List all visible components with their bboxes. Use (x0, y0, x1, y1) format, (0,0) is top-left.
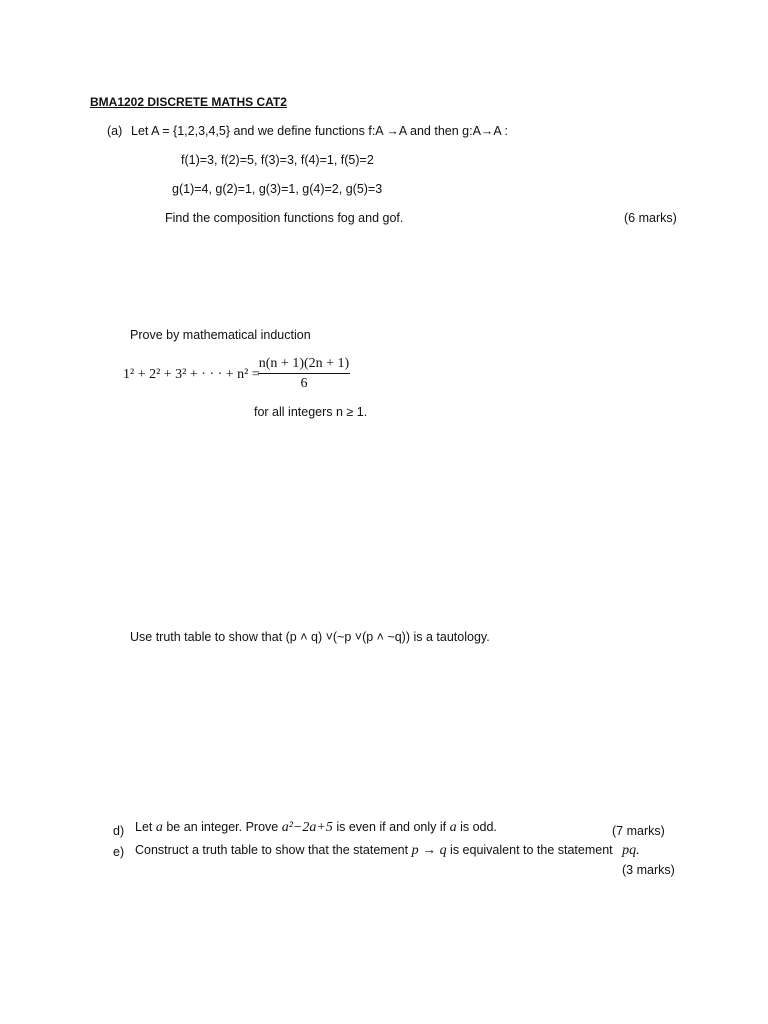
question-d-var-a: a (155, 820, 163, 835)
question-d-text-4: is odd. (460, 820, 497, 834)
induction-numerator: n(n + 1)(2n + 1) (258, 356, 350, 374)
question-e-text-2: is equivalent to the statement (450, 843, 613, 857)
question-e-label: e) (113, 845, 125, 859)
question-e-text-1: Construct a truth table to show that the statement (135, 843, 409, 857)
question-e-expression-1: p → q (411, 843, 447, 858)
question-e-marks: (3 marks) (622, 863, 675, 877)
question-d-line (135, 820, 497, 836)
question-a-label: (a) (107, 124, 123, 138)
question-c-text: Use truth table to show that (p ˄ q) ˅(~p ˅(p ˄ ~q)) is a tautology. (130, 630, 490, 644)
question-a-task: Find the composition functions fog and gof. (165, 211, 404, 225)
question-d-marks: (7 marks) (612, 824, 665, 838)
induction-condition: for all integers n ≥ 1. (254, 405, 368, 419)
question-a-f-values: f(1)=3, f(2)=5, f(3)=3, f(4)=1, f(5)=2 (181, 153, 374, 167)
question-a-g-values: g(1)=4, g(2)=1, g(3)=1, g(4)=2, g(5)=3 (172, 182, 383, 196)
question-b-intro: Prove by mathematical induction (130, 328, 311, 342)
document-title: BMA1202 DISCRETE MATHS CAT2 (90, 95, 287, 109)
induction-fraction (258, 356, 350, 392)
question-d-text-3: is even if and only if (336, 820, 447, 834)
question-e-line (135, 843, 640, 859)
question-d-text-2: be an integer. Prove (166, 820, 279, 834)
question-d-text-1: Let (135, 820, 153, 834)
question-a-intro: Let A = {1,2,3,4,5} and we define functions f:A →A and then g:A→A : (131, 124, 509, 138)
question-d-expression: a²−2a+5 (281, 820, 333, 835)
induction-lhs: 1² + 2² + 3² + · · · + n² = (123, 367, 260, 382)
question-a-marks: (6 marks) (624, 211, 677, 225)
question-d-label: d) (113, 824, 125, 838)
induction-denominator: 6 (300, 376, 308, 391)
question-d-var-a-2: a (449, 820, 457, 835)
question-e-expression-2: pq. (622, 843, 640, 858)
